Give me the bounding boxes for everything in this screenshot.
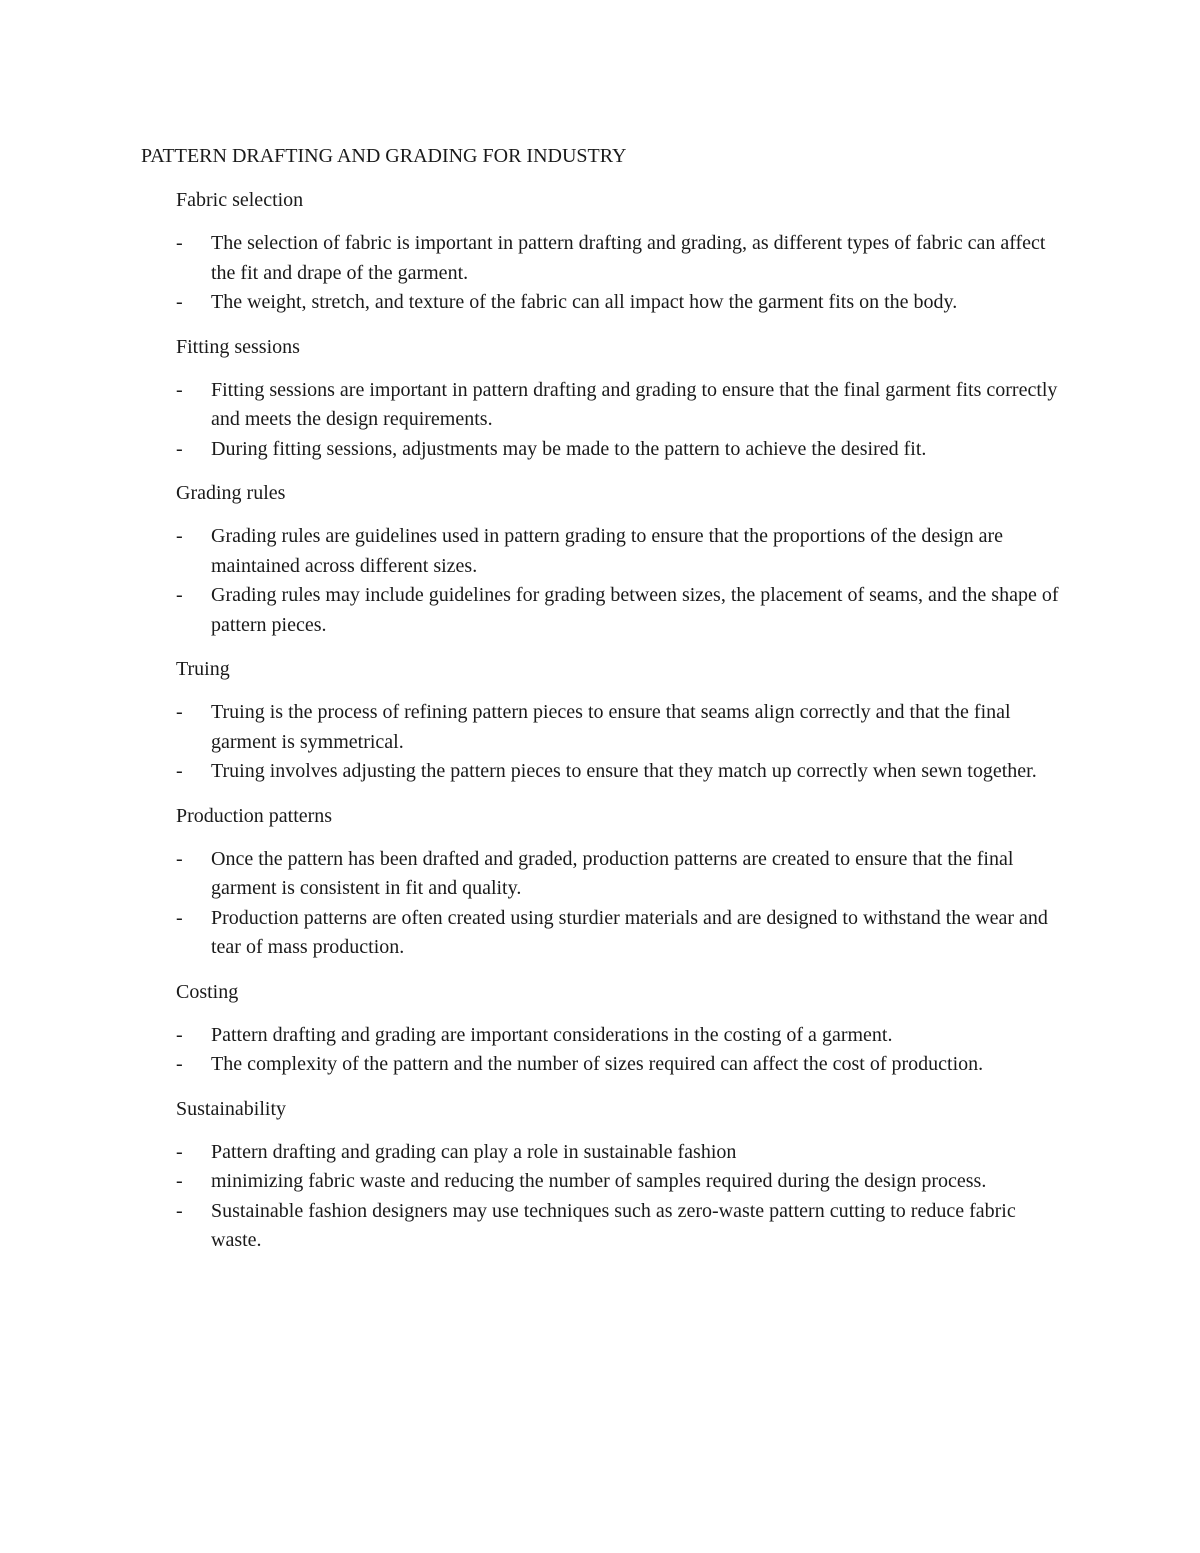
- list-item-text: Once the pattern has been drafted and graded, production patterns are created to ensure that the final garment is consistent in fit and quality.: [211, 847, 1014, 899]
- list-item: [141, 376, 1061, 435]
- list-item: [141, 904, 1061, 963]
- list-item-text: minimizing fabric waste and reducing the number of samples required during the design process.: [211, 1170, 987, 1192]
- list-item-text: Truing involves adjusting the pattern pieces to ensure that they match up correctly when sewn together.: [211, 760, 1037, 782]
- list-item: [141, 581, 1061, 640]
- bullet-list: [141, 376, 1061, 465]
- bullet-list: [141, 698, 1061, 787]
- section-costing: [141, 977, 1061, 1080]
- list-item: [141, 698, 1061, 757]
- list-item-text: Grading rules are guidelines used in pattern grading to ensure that the proportions of the design are maintained across different sizes.: [211, 525, 1003, 577]
- bullet-dash: -: [176, 1170, 183, 1192]
- list-item-text: Grading rules may include guidelines for grading between sizes, the placement of seams, and the shape of pattern pieces.: [211, 584, 1059, 636]
- document-title: PATTERN DRAFTING AND GRADING FOR INDUSTRY: [141, 145, 627, 167]
- section-heading: Costing: [176, 980, 239, 1003]
- list-item: [141, 845, 1061, 904]
- bullet-dash: -: [176, 906, 183, 929]
- bullet-dash: -: [176, 378, 183, 401]
- list-item-text: The weight, stretch, and texture of the fabric can all impact how the garment fits on the body.: [211, 291, 958, 313]
- bullet-dash: -: [176, 701, 183, 723]
- bullet-dash: -: [176, 525, 183, 547]
- list-item: [141, 229, 1061, 288]
- list-item-text: Truing is the process of refining pattern pieces to ensure that seams align correctly and that the final garment is symmetrical.: [211, 701, 1011, 753]
- section-fitting-sessions: [141, 332, 1061, 465]
- bullet-list: [141, 845, 1061, 963]
- list-item: [141, 757, 1061, 787]
- section-heading: Fabric selection: [176, 189, 304, 211]
- list-item-text: Sustainable fashion designers may use techniques such as zero-waste pattern cutting to reduce fabric waste.: [211, 1199, 1016, 1251]
- section-heading: Production patterns: [176, 804, 333, 827]
- document-page: [141, 141, 1061, 1270]
- section-fabric-selection: [141, 185, 1061, 318]
- bullet-list: [141, 522, 1061, 640]
- section-heading: Truing: [176, 658, 230, 680]
- bullet-dash: -: [176, 1023, 183, 1046]
- list-item-text: Pattern drafting and grading are important considerations in the costing of a garment.: [211, 1023, 893, 1046]
- list-item: [141, 1197, 1061, 1256]
- bullet-list: [141, 229, 1061, 318]
- bullet-dash: -: [176, 847, 183, 870]
- bullet-dash: -: [176, 1053, 183, 1075]
- section-heading: Fitting sessions: [176, 335, 300, 358]
- section-production-patterns: [141, 801, 1061, 963]
- list-item: [141, 1138, 1061, 1168]
- bullet-dash: -: [176, 291, 183, 313]
- list-item: [141, 1021, 1061, 1051]
- list-item: [141, 1050, 1061, 1080]
- section-heading: Grading rules: [176, 482, 286, 504]
- list-item-text: The complexity of the pattern and the number of sizes required can affect the cost of production.: [211, 1053, 984, 1075]
- bullet-list: [141, 1138, 1061, 1256]
- list-item: [141, 288, 1061, 318]
- bullet-dash: -: [176, 1140, 183, 1163]
- list-item-text: Fitting sessions are important in pattern drafting and grading to ensure that the final garment fits correctly and meets the design requirements.: [211, 378, 1058, 430]
- bullet-dash: -: [176, 584, 183, 606]
- section-truing: [141, 654, 1061, 787]
- list-item: [141, 435, 1061, 465]
- list-item: [141, 1167, 1061, 1197]
- list-item-text: Pattern drafting and grading can play a role in sustainable fashion: [211, 1140, 737, 1163]
- section-sustainability: [141, 1094, 1061, 1256]
- list-item-text: During fitting sessions, adjustments may be made to the pattern to achieve the desired fit.: [211, 437, 927, 460]
- bullet-list: [141, 1021, 1061, 1080]
- section-grading-rules: [141, 478, 1061, 640]
- bullet-dash: -: [176, 232, 183, 254]
- section-heading: Sustainability: [176, 1097, 286, 1120]
- list-item-text: The selection of fabric is important in pattern drafting and grading, as different types of fabric can affect the fit and drape of the garment.: [211, 232, 1046, 284]
- bullet-dash: -: [176, 760, 183, 782]
- list-item: [141, 522, 1061, 581]
- bullet-dash: -: [176, 1199, 183, 1222]
- list-item-text: Production patterns are often created using sturdier materials and are designed to withstand the wear and tear of mass production.: [211, 906, 1048, 958]
- bullet-dash: -: [176, 437, 183, 460]
